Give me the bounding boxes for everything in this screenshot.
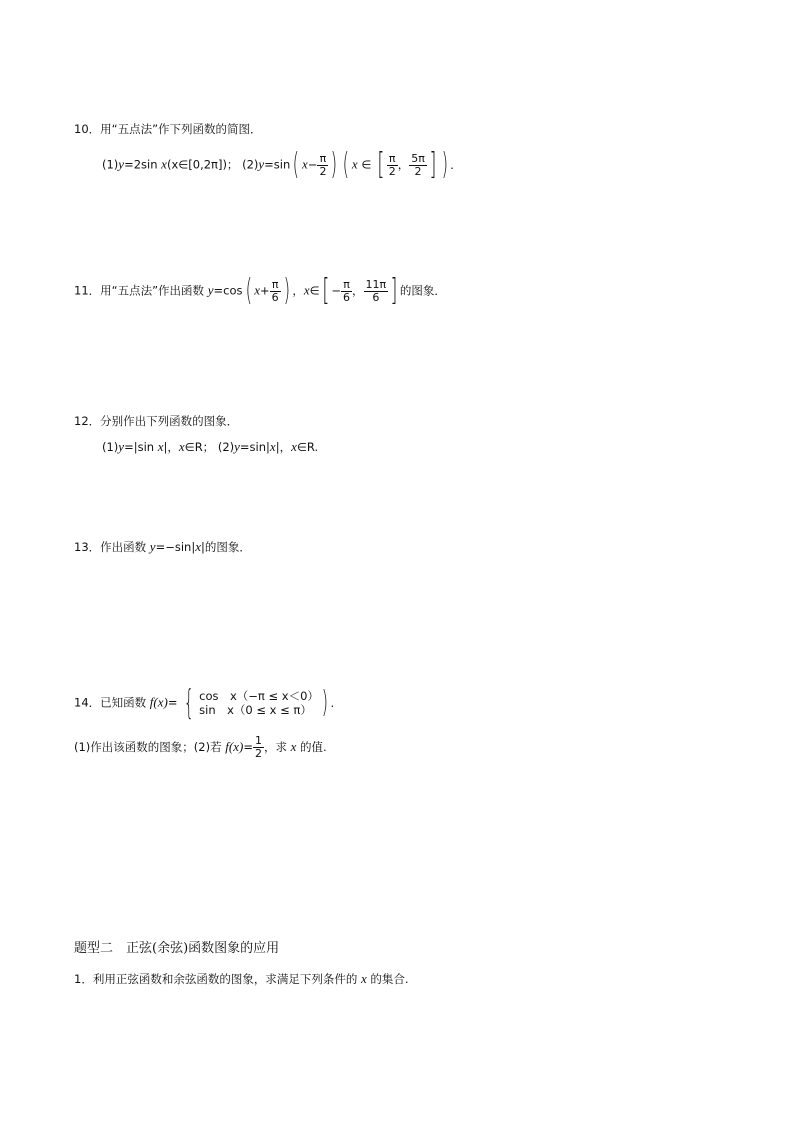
left-paren: ( [292, 147, 300, 182]
left-brace: { [183, 683, 194, 723]
problem-number: 12． [74, 414, 101, 428]
left-paren: ( [342, 147, 350, 182]
right-paren: ) [331, 147, 338, 182]
problem-number: 13． [74, 540, 101, 554]
problem-13-stem: 13．作出函数 y=−sin|x|的图象． [74, 539, 251, 554]
problem-12-stem: 12．分别作出下列函数的图象． [74, 414, 239, 428]
problem-14-parts: (1)作出该函数的图象；(2)若 f(x)= $\frac{1}{2}$ ，求 x 的值. [74, 734, 327, 760]
left-paren: ( [245, 273, 252, 308]
problem-number: 10． [74, 122, 101, 136]
left-bracket: [ [322, 273, 330, 308]
section-heading: 题型二 正弦(余弦)函数图象的应用 [74, 941, 280, 956]
fraction-pi-over-6: $\frac{\pi}{6}$ [271, 277, 279, 304]
right-bracket: ] [390, 273, 398, 308]
fraction-11pi-over-6: $\frac{11\pi}{6}$ [365, 277, 387, 304]
right-paren: ) [283, 273, 290, 308]
problem-10-parts: (1)y=2sin x(x∈[0,2π])； (2)y=sin( x− $\frac{\pi}{2}$ ) ( x ∈ [ $\frac{\pi}{2}$ ， $\frac{5\pi}{2}$ ] ) ． [102, 147, 462, 182]
problem-text: 用“五点法”作下列函数的简图． [100, 122, 262, 136]
problem-12-parts: (1)y=|sin x|，x∈R； (2)y=sin|x|，x∈R. [102, 439, 319, 454]
fraction-5pi-over-2: $\frac{5\pi}{2}$ [411, 151, 425, 178]
right-paren: ) [321, 685, 329, 720]
fraction-pi-over-2: $\frac{\pi}{2}$ [319, 151, 327, 178]
left-bracket: [ [377, 147, 385, 182]
problem-number: 14． [74, 695, 101, 710]
problem-11-stem: 11．用“五点法”作出函数 y=cos( x+ $\frac{\pi}{6}$ ) ，x∈[ − $\frac{\pi}{6}$ ， $\frac{11\pi}{6}$ ] 的图象． [74, 273, 446, 308]
piecewise-cases: cos x（−π ≤ x＜0） sin x（0 ≤ x ≤ π） [199, 689, 319, 717]
fraction-pi-over-6: $\frac{\pi}{6}$ [343, 277, 351, 304]
problem-14-stem: 14．已知函数 f(x)= { cos x（−π ≤ x＜0） sin x（0 ≤ x ≤ π） ) ． [74, 683, 343, 723]
problem-number: 1． [74, 972, 93, 986]
section2-problem-1: 1．利用正弦函数和余弦函数的图象，求满足下列条件的 x 的集合. [74, 971, 409, 986]
fraction-pi-over-2: $\frac{\pi}{2}$ [388, 151, 396, 178]
right-paren: ) [441, 147, 448, 182]
problem-number: 11． [74, 283, 101, 298]
fraction-one-half: $\frac{1}{2}$ [254, 734, 262, 760]
problem-10-stem [74, 122, 262, 136]
right-bracket: ] [429, 147, 437, 182]
